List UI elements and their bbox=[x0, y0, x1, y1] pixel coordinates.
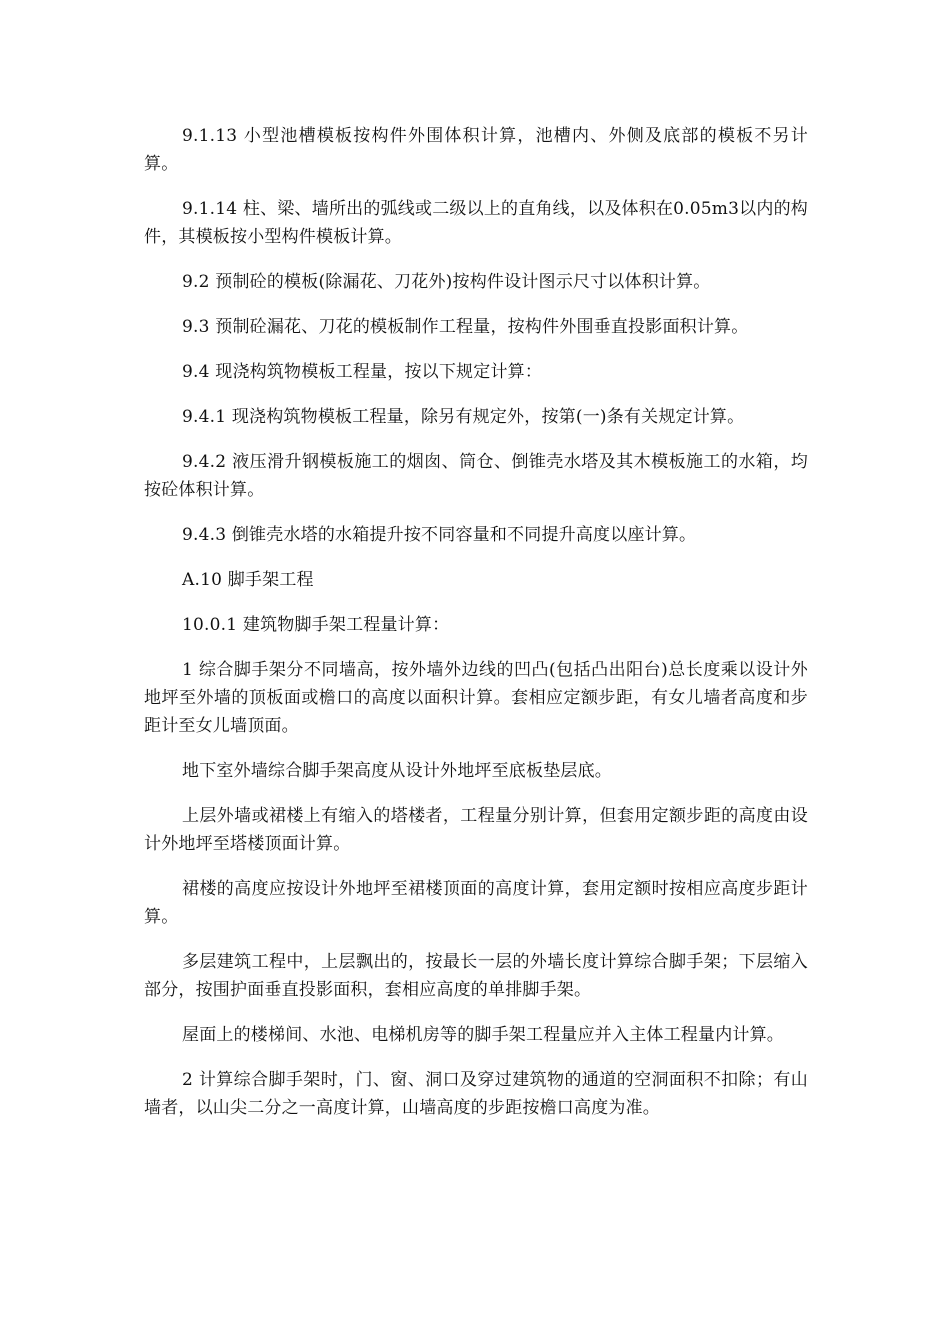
paragraph-item-1: 1 综合脚手架分不同墙高，按外墙外边线的凹凸(包括凸出阳台)总长度乘以设计外地坪至外墙的顶板面或檐口的高度以面积计算。套相应定额步距，有女儿墙者高度和步距计至女儿墙顶面。 bbox=[144, 660, 808, 736]
paragraph-9-3: 9.3 预制砼漏花、刀花的模板制作工程量，按构件外围垂直投影面积计算。 bbox=[182, 317, 749, 337]
paragraph-tower: 上层外墙或裙楼上有缩入的塔楼者，工程量分别计算，但套用定额步距的高度由设计外地坪至塔楼顶面计算。 bbox=[144, 806, 808, 854]
paragraph-9-1-13: 9.1.13 小型池槽模板按构件外围体积计算，池槽内、外侧及底部的模板不另计算。 bbox=[144, 126, 808, 174]
paragraph-9-1-14: 9.1.14 柱、梁、墙所出的弧线或二级以上的直角线，以及体积在0.05m3以内的构件，其模板按小型构件模板计算。 bbox=[144, 199, 808, 247]
paragraph-9-4-2: 9.4.2 液压滑升钢模板施工的烟囱、筒仓、倒锥壳水塔及其木模板施工的水箱，均按砼体积计算。 bbox=[144, 452, 808, 500]
paragraph-9-4-3: 9.4.3 倒锥壳水塔的水箱提升按不同容量和不同提升高度以座计算。 bbox=[182, 525, 697, 545]
section-heading-a-10: A.10 脚手架工程 bbox=[182, 570, 314, 590]
paragraph-9-2: 9.2 预制砼的模板(除漏花、刀花外)按构件设计图示尺寸以体积计算。 bbox=[182, 272, 711, 292]
paragraph-9-4-1: 9.4.1 现浇构筑物模板工程量，除另有规定外，按第(一)条有关规定计算。 bbox=[182, 407, 745, 427]
document-body bbox=[144, 122, 808, 1139]
paragraph-10-0-1: 10.0.1 建筑物脚手架工程量计算： bbox=[182, 615, 450, 635]
paragraph-podium: 裙楼的高度应按设计外地坪至裙楼顶面的高度计算，套用定额时按相应高度步距计算。 bbox=[144, 879, 808, 927]
paragraph-item-2: 2 计算综合脚手架时，门、窗、洞口及穿过建筑物的通道的空洞面积不扣除；有山墙者，以山尖二分之一高度计算，山墙高度的步距按檐口高度为准。 bbox=[144, 1070, 808, 1118]
paragraph-multistory: 多层建筑工程中，上层飘出的，按最长一层的外墙长度计算综合脚手架；下层缩入部分，按围护面垂直投影面积，套相应高度的单排脚手架。 bbox=[144, 952, 808, 1000]
paragraph-9-4: 9.4 现浇构筑物模板工程量，按以下规定计算： bbox=[182, 362, 543, 382]
paragraph-roof: 屋面上的楼梯间、水池、电梯机房等的脚手架工程量应并入主体工程量内计算。 bbox=[182, 1025, 784, 1045]
paragraph-basement: 地下室外墙综合脚手架高度从设计外地坪至底板垫层底。 bbox=[182, 761, 612, 781]
